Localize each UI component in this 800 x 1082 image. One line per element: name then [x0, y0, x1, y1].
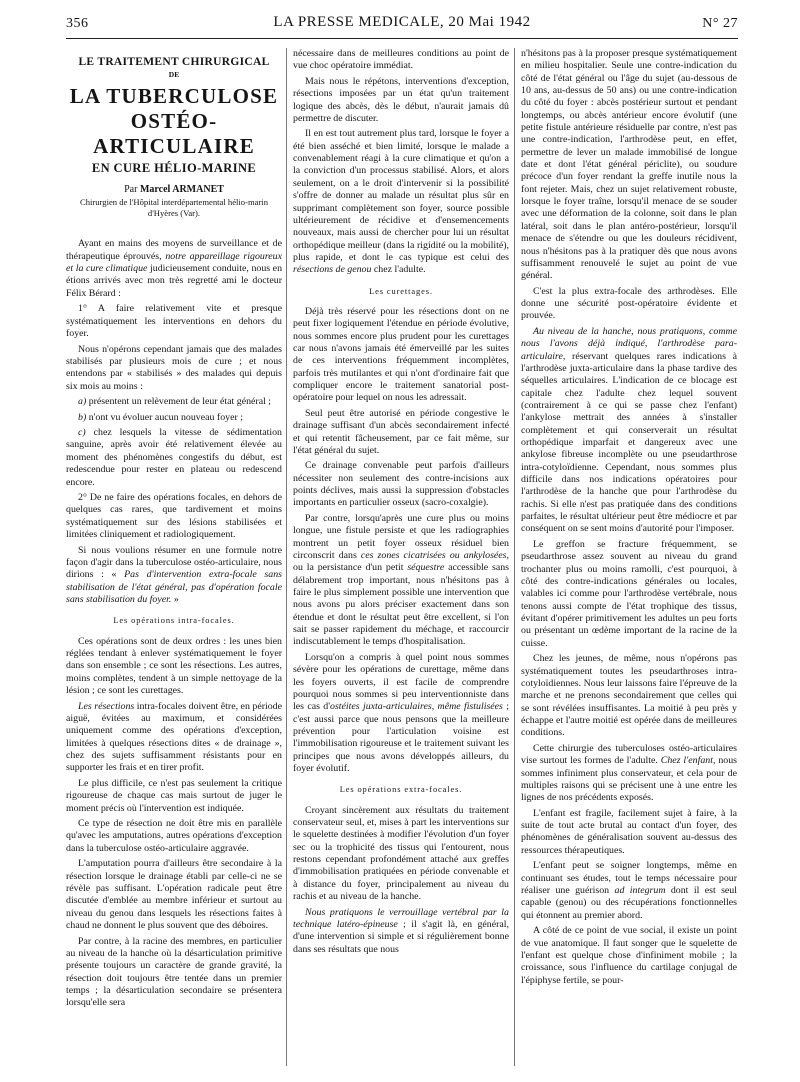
paragraph: Par contre, lorsqu'après une cure plus ou moins longue, une fistule persiste et que les radiographies montrent un petit foyer osseux résiduel bien circonscrit dans ces zones cicatrisées ou ankylosées, ou la persistance d'un petit séquestre accessible sans délabrement trop important, nous n'hésitons pas à faire le plus simplement possible une intervention que nous avons pu alors préciser exactement dans son étendue et dont le résultat peut être excellent, si l'on sait se passer rapidement du méchage, et raccourcir indiscutablement le temps d'hospitalisation. — [293, 512, 509, 648]
paragraph: Ayant en mains des moyens de surveillance et de thérapeutique éprouvés, notre appareillage rigoureux et la cure climatique judicieusement conduite, nous en étions arrivés avec mon très regretté ami le docteur Félix Bérard : — [66, 238, 282, 299]
column-divider — [286, 48, 287, 1066]
section-heading: Les opérations intra-focales. — [113, 616, 235, 626]
running-header — [66, 14, 738, 34]
byline — [66, 184, 282, 196]
paragraph: C'est la plus extra-focale des arthrodèses. Elle donne une sécurité post-opératoire évidente et prouvée. — [521, 285, 737, 322]
article-subtitle: EN CURE HÉLIO-MARINE — [91, 160, 257, 175]
byline-prefix: Par — [124, 184, 138, 196]
list-item: c) chez lesquels la vitesse de sédimentation sanguine, après avoir été relativement élevée au moment des phénomènes congestifs du début, est redescendue pour rester en plateau ou redescend encore. — [66, 427, 282, 488]
article-title-line2: OSTÉO-ARTICULAIRE — [93, 108, 255, 158]
paragraph: 1° A faire relativement vite et presque systématiquement les interventions en dehors du foyer. — [66, 303, 282, 339]
section-heading: Les opérations extra-focales. — [339, 785, 463, 795]
header-rule — [66, 38, 738, 39]
paragraph: Cette chirurgie des tuberculoses ostéo-articulaires vise surtout les formes de l'adulte. Chez l'enfant, nous sommes infiniment plus conservateur, et cela pour de multiples raisons qui se précisent une à une entre les lignes de nos précédents exposés. — [521, 742, 737, 804]
paragraph: Si nous voulions résumer en une formule notre façon d'agir dans la tuberculose ostéo-articulaire, nous dirions : « Pas d'intervention extra-focale sans stabilisation de l'état général, pas d'opération focale sans stabilisation du foyer. » — [66, 544, 282, 605]
paragraph: Mais nous le répétons, interventions d'exception, résections imposées par un état qu'un traitement logique des abcès, dès le début, n'aurait jamais dû permettre de discuter. — [293, 75, 509, 124]
column-3 — [521, 48, 737, 1068]
journal-title: LA PRESSE MEDICALE, 20 Mai 1942 — [273, 14, 531, 30]
article-title: LA TUBERCULOSE — [69, 83, 279, 108]
paragraph: Au niveau de la hanche, nous pratiquons, comme nous l'avons déjà indiqué, l'arthrodèse para-articulaire, réservant quelques rares indications à l'arthrodèse juxta-articulaire dans la phase tardive des séquelles articulaires. L'indication de ce blocage est capitale chez l'adulte chez lequel souvent (contrairement à ce qui se passe chez l'enfant) l'ankylose mettrait des années à s'installer complètement et qui conserverait un résultat orthopédique imparfait et dangereux avec une ankylose fibreuse incomplète ou une pseudarthrose intra-cotyloïdienne. Cependant, nous sommes plus difficile dans nos indications opératoires pour l'arthrodèse de la hanche que pour l'arthrodèse du rachis. Si elle n'est pas pratiquée dans des conditions parfaites, le résultat ultérieur peut être médiocre et par conséquent on se sent moins d'autorité pour l'imposer. — [521, 325, 737, 535]
paragraph: Lorsqu'on a compris à quel point nous sommes sévère pour les opérations de curettage, même dans les foyers ouverts, il est facile de comprendre pourquoi nous sommes si peu interventionniste dans les cas d'ostéites juxta-articulaires, même fistulisées ; c'est aussi parce que nous pensons que la meilleure prévention pour l'articulation voisine est l'immobilisation rigoureuse et le traitement suivant les principes que nous avons développés ailleurs, du foyer évolutif. — [293, 651, 509, 775]
paragraph: Le greffon se fracture fréquemment, se pseudarthrose assez souvent au niveau du grand trochanter plus ou moins ramolli, c'est pourquoi, à côté des contre-indications générales ou locales, valables ici comme pour l'arthrodèse vertébrale, nous tenons aussi compte de l'état trophique des tissus, évitant d'opérer primitivement les adultes un peu forts ou présentant un œdème important de la racine de la cuisse. — [521, 538, 737, 649]
paragraph: nécessaire dans de meilleures conditions au point de vue choc opératoire immédiat. — [293, 48, 509, 72]
section-heading: Les curettages. — [369, 286, 433, 296]
paragraph: Seul peut être autorisé en période congestive le drainage suffisant d'un abcès secondairement infecté et qui retentit fâcheusement, par ce fait même, sur l'état général du sujet. — [293, 407, 509, 456]
paragraph: Croyant sincèrement aux résultats du traitement conservateur seul, et, mises à part les interventions sur le squelette destinées à modifier l'évolution d'un foyer sec ou la trophicité des tissus qui l'entourent, nous restons cependant profondément attaché aux greffes d'immobilisation pratiquées en période convenable et à distance du foyer, principalement au niveau du rachis et au niveau de la hanche. — [293, 804, 509, 903]
column-2 — [293, 48, 509, 1068]
issue-number: N° 27 — [702, 16, 738, 31]
paragraph: Les résections intra-focales doivent être, en période aiguë, évitées au maximum, et considérées uniquement comme des opérations d'exception, limitées à quelques résections dites « de drainage », chez des sujets suffisamment résistants pour en supporter les frais et en tirer profit. — [66, 700, 282, 774]
paragraph: Ce drainage convenable peut parfois d'ailleurs nécessiter non seulement des contre-incisions aux points déclives, mais aussi la suppression d'obstacles importants en particulier osseux (sacro-coxalgie). — [293, 460, 509, 509]
paragraph: Nous n'opérons cependant jamais que des malades stabilisés par plusieurs mois de cure ; et nous entendons par « stabilisés » des malades qui depuis six mois au moins : — [66, 343, 282, 392]
article-supertitle: LE TRAITEMENT CHIRURGICAL — [78, 56, 270, 68]
paragraph: Par contre, à la racine des membres, en particulier au niveau de la hanche où la désarticulation primitive présente toujours un caractère de grande gravité, la résection doit toujours être tentée dans un premier temps ; la désarticulation secondaire se présentera lorsqu'elle sera — [66, 935, 282, 1009]
paragraph: Déjà très réservé pour les résections dont on ne peut fixer logiquement l'étendue en période évolutive, nous sommes encore plus prudent pour les curettages car nous n'avons jamais été émerveillé par les suites de ces interventions fréquemment incomplètes, parfois très mutilantes et qui n'ont d'ordinaire fait que compliquer encore le traitement sanatorial post-opératoire pour lequel on nous les adressait. — [293, 305, 509, 404]
paragraph: Nous pratiquons le verrouillage vertébral par la technique latéro-épineuse ; il s'agit là, en général, d'une intervention si simple et si régulièrement bonne dans ses résultats que nous — [293, 906, 509, 955]
paragraph: L'enfant est fragile, facilement sujet à faire, à la suite de tout acte brutal au contact d'un foyer, des phénomènes de généralisation souvent au-dessus des ressources thérapeutiques. — [521, 807, 737, 856]
paragraph: L'amputation pourra d'ailleurs être secondaire à la résection lorsque le drainage établi par celle-ci ne se révèle pas suffisant. L'opération radicale peut être discutée d'emblée au membre inférieur et surtout au niveau du genou dans lesquels les résections faites à chaud ne donnent le plus souvent que des déboires. — [66, 858, 282, 931]
list-item: b) n'ont vu évoluer aucun nouveau foyer ; — [78, 411, 243, 423]
column-1 — [66, 48, 282, 1068]
paragraph: Il en est tout autrement plus tard, lorsque le foyer a été bien asséché et bien limité, lorsque le malade a convenablement réagi à la cure climatique et qu'on a la conviction d'un processus stabilisé. Alors, et alors seulement, on a le droit d'intervenir si la possibilité s'offre de donner au malade un résultat plus sûr en supprimant complètement son foyer, source possible ultérieurement de récidive et d'ensemencements nouveaux, mais aussi de chercher pour lui un résultat orthopédique meilleur (dans la rigidité ou la mobilité), plus rapide, et dont le cas typique est celui des résections de genou chez l'adulte. — [293, 128, 509, 276]
paragraph: Ces opérations sont de deux ordres : les unes bien réglées tendant à enlever systématiquement le foyer dans son ensemble ; ce sont les résections. Les autres, moins complètes, tendent à un simple nettoyage de la lésion ; ce sont les curettages. — [66, 635, 282, 697]
paragraph: A côté de ce point de vue social, il existe un point de vue anatomique. Il faut songer que le squelette de l'enfant est quelque chose d'infiniment mobile ; la croissance, sous l'influence du cartilage conjugal de l'épiphyse fertile, se pour- — [521, 925, 737, 986]
column-divider — [514, 48, 515, 1066]
author-name: Marcel ARMANET — [139, 184, 224, 196]
list-item: a) présentent un relèvement de leur état général ; — [78, 396, 272, 408]
paragraph: n'hésitons pas à la proposer presque systématiquement en milieu hospitalier. Seule une contre-indication du côté de l'état général ou l'âge du sujet (au-dessous de 10 ans, au-dessus de 50 ans) ou une contre-indication du côté du foyer : abcès postérieur surtout et pendant longtemps, ou abcès antérieur encore évolutif (une petite fistule antérieure résiduelle par contre, n'est pas une contre-indication, l'arthrodèse peut, en effet, permettre de lever un malade immobilisé de longue date et dont l'état général périclite), ou soudure précoce d'un foyer rendant la greffe inutile nous la font rejeter. Mais, chez un sujet relativement robuste, lorsque le foyer traîne, lorsqu'il menace de se souder avec une déformation de la colonne, soit dans le plan latéral, soit dans le plan antéro-postérieur, lorsqu'il menace de s'étendre ou que les douleurs récidivent, nous n'hésitons pas à la pratiquer dès que nous avons suffisamment renouvelé le sujet au point de vue général. — [521, 48, 737, 282]
paragraph: Le plus difficile, ce n'est pas seulement la critique rigoureuse de chaque cas mais surtout de juger le moment précis où l'intervention est indiquée. — [66, 777, 282, 814]
page-number: 356 — [66, 16, 89, 31]
paragraph: L'enfant peut se soigner longtemps, même en continuant ses études, tout le temps nécessaire pour réaliser une guérison ad integrum dont il est seul capable (genou) ou des récupérations fonctionnelles qui étonnent au premier abord. — [521, 860, 737, 921]
author-affiliation: Chirurgien de l'Hôpital interdépartemental hélio-marin d'Hyères (Var). — [79, 197, 268, 218]
paragraph: 2° De ne faire des opérations focales, en dehors de quelques cas rares, que tardivement et moins systématiquement sur des lésions stabilisées et limitées cliniquement et radiologiquement. — [66, 492, 282, 541]
paragraph: Chez les jeunes, de même, nous n'opérons pas systématiquement toutes les pseudarthroses intra-cotyloïdiennes. Nous leur laissons faire l'épreuve de la marche et ne prenons secondairement que celles qui se sont révélées insuffisantes. La moitié à peu près y échappe et l'autre moitié est opérée dans de meilleures conditions. — [521, 653, 737, 739]
paragraph: Ce type de résection ne doit être mis en parallèle qu'avec les amputations, autres opérations d'exception dans la tuberculose ostéo-articulaire aggravée. — [66, 818, 282, 854]
article-de: DE — [168, 70, 180, 80]
